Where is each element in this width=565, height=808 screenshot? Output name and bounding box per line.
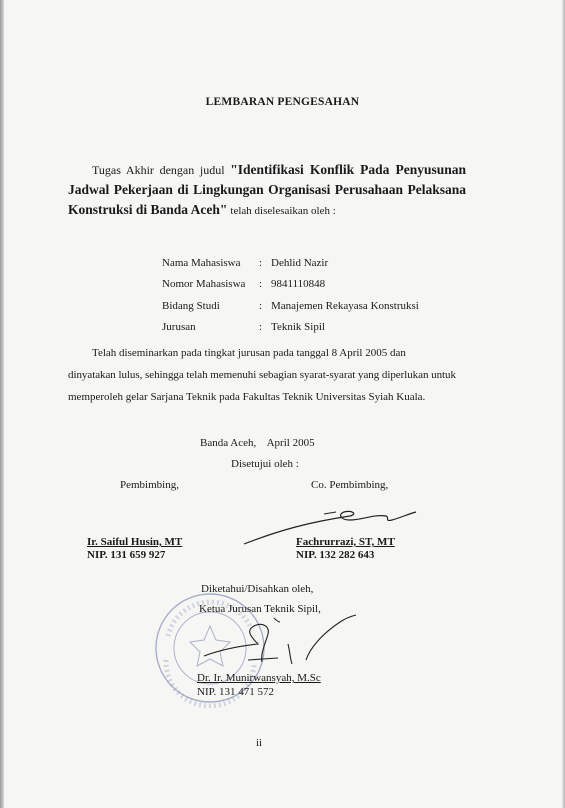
advisor-name: Ir. Saiful Husin, MT (87, 536, 183, 548)
student-value: Teknik Sipil (271, 321, 325, 334)
student-info-table (162, 252, 419, 338)
colon: : (259, 256, 263, 269)
known-by: Diketahui/Disahkan oleh, (201, 583, 314, 595)
head-nip: NIP. 131 471 572 (197, 686, 275, 698)
student-row-field (162, 295, 419, 317)
intro-suffix: telah diselesaikan oleh : (230, 205, 336, 217)
intro-prefix: Tugas Akhir dengan judul (92, 163, 225, 177)
page-binding-shadow (0, 0, 4, 808)
student-row-name (162, 252, 419, 274)
advisor-role: Pembimbing, (120, 479, 179, 491)
colon: : (259, 278, 263, 291)
approved-by: Disetujui oleh : (231, 458, 299, 470)
head-name: Dr. Ir. Munirwansyah, M.Sc (197, 672, 321, 684)
student-value: Dehlid Nazir (271, 256, 329, 269)
student-row-number (162, 274, 419, 296)
page-title: LEMBARAN PENGESAHAN (205, 96, 360, 108)
student-row-department (162, 317, 419, 339)
seminar-line-3: memperoleh gelar Sarjana Teknik pada Fakultas Teknik Universitas Syiah Kuala. (68, 391, 426, 403)
place-date: Banda Aceh, April 2005 (200, 437, 315, 449)
thesis-title: "Identifikasi Konflik Pada Penyusunan Jadwal Pekerjaan di Lingkungan Organisasi Perusahaan Pelaksana Konstruksi di Banda Aceh" (68, 162, 467, 217)
co-advisor-name: Fachrurrazi, ST, MT (296, 536, 395, 548)
head-signature-icon (190, 600, 370, 670)
colon: : (259, 299, 263, 312)
student-value: Manajemen Rekayasa Konstruksi (271, 299, 419, 312)
co-advisor-nip: NIP. 132 282 643 (296, 549, 375, 561)
advisor-nip: NIP. 131 659 927 (87, 549, 166, 561)
student-label: Nama Mahasiswa (162, 256, 241, 269)
student-label: Bidang Studi (162, 299, 220, 312)
page-number: ii (256, 737, 263, 749)
student-label: Jurusan (162, 321, 196, 334)
head-role: Ketua Jurusan Teknik Sipil, (199, 603, 321, 615)
intro-paragraph (68, 160, 466, 221)
student-value: 9841110848 (271, 278, 326, 291)
colon: : (259, 321, 263, 334)
seminar-line-1: Telah diseminarkan pada tingkat jurusan pada tanggal 8 April 2005 dan (92, 347, 406, 359)
seminar-line-2: dinyatakan lulus, sehingga telah memenuhi sebagian syarat-syarat yang diperlukan untuk (68, 369, 456, 381)
co-advisor-role: Co. Pembimbing, (311, 479, 389, 491)
student-label: Nomor Mahasiswa (162, 278, 246, 291)
